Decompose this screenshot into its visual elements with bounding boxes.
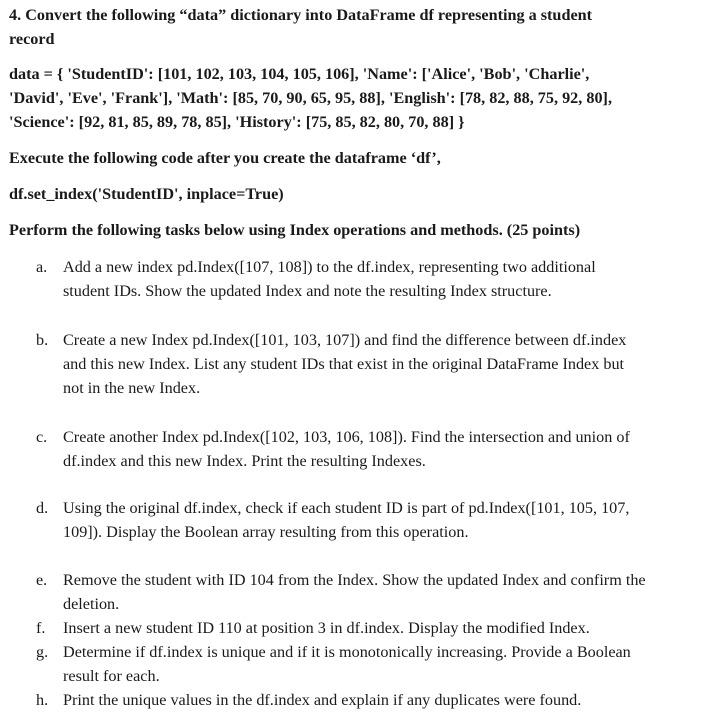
task-e-marker: e. <box>36 571 48 589</box>
task-c-marker: c. <box>36 428 48 446</box>
question-title-line-2: record <box>9 30 55 48</box>
perform-instruction: Perform the following tasks below using Index operations and methods. (25 points) <box>9 221 581 239</box>
task-f-line-1: Insert a new student ID 110 at position 3 in df.index. Display the modified Index. <box>63 619 590 637</box>
task-b-line-1: Create a new Index pd.Index([101, 103, 107]) and find the difference between df.index <box>63 331 627 349</box>
task-c-line-1: Create another Index pd.Index([102, 103, 106, 108]). Find the intersection and union of <box>63 428 630 446</box>
task-b-line-2: and this new Index. List any student IDs that exist in the original DataFrame Index but <box>63 355 625 373</box>
data-dict-line-3: 'Science': [92, 81, 85, 89, 78, 85], 'History': [75, 85, 82, 80, 70, 88] } <box>9 113 465 131</box>
task-e-line-2: deletion. <box>63 595 120 613</box>
data-dict-line-1: data = { 'StudentID': [101, 102, 103, 104, 105, 106], 'Name': ['Alice', 'Bob', 'Charlie', <box>9 65 590 83</box>
task-g-line-1: Determine if df.index is unique and if it is monotonically increasing. Provide a Boolean <box>63 643 631 661</box>
task-b-marker: b. <box>36 331 49 349</box>
task-h-line-1: Print the unique values in the df.index and explain if any duplicates were found. <box>63 691 582 709</box>
task-g-line-2: result for each. <box>63 667 160 685</box>
task-d-marker: d. <box>36 499 49 517</box>
task-g-marker: g. <box>36 643 49 661</box>
task-d-line-1: Using the original df.index, check if each student ID is part of pd.Index([101, 105, 107, <box>63 499 630 517</box>
task-c-line-2: df.index and this new Index. Print the resulting Indexes. <box>63 452 426 470</box>
task-a-line-2: student IDs. Show the updated Index and note the resulting Index structure. <box>63 282 552 300</box>
set-index-code: df.set_index('StudentID', inplace=True) <box>9 185 284 203</box>
execute-instruction: Execute the following code after you create the dataframe ‘df’, <box>9 149 441 167</box>
task-b-line-3: not in the new Index. <box>63 379 201 397</box>
task-f-marker: f. <box>36 619 46 637</box>
data-dict-line-2: 'David', 'Eve', 'Frank'], 'Math': [85, 70, 90, 65, 95, 88], 'English': [78, 82, 88, 75, 92, 80], <box>9 89 612 107</box>
task-e-line-1: Remove the student with ID 104 from the Index. Show the updated Index and confirm the <box>63 571 646 589</box>
task-d-line-2: 109]). Display the Boolean array resulting from this operation. <box>63 523 469 541</box>
task-a-marker: a. <box>36 258 48 276</box>
question-title-line-1: 4. Convert the following “data” dictionary into DataFrame df representing a student <box>9 6 593 24</box>
task-h-marker: h. <box>36 691 49 709</box>
task-a-line-1: Add a new index pd.Index([107, 108]) to the df.index, representing two additional <box>63 258 596 276</box>
